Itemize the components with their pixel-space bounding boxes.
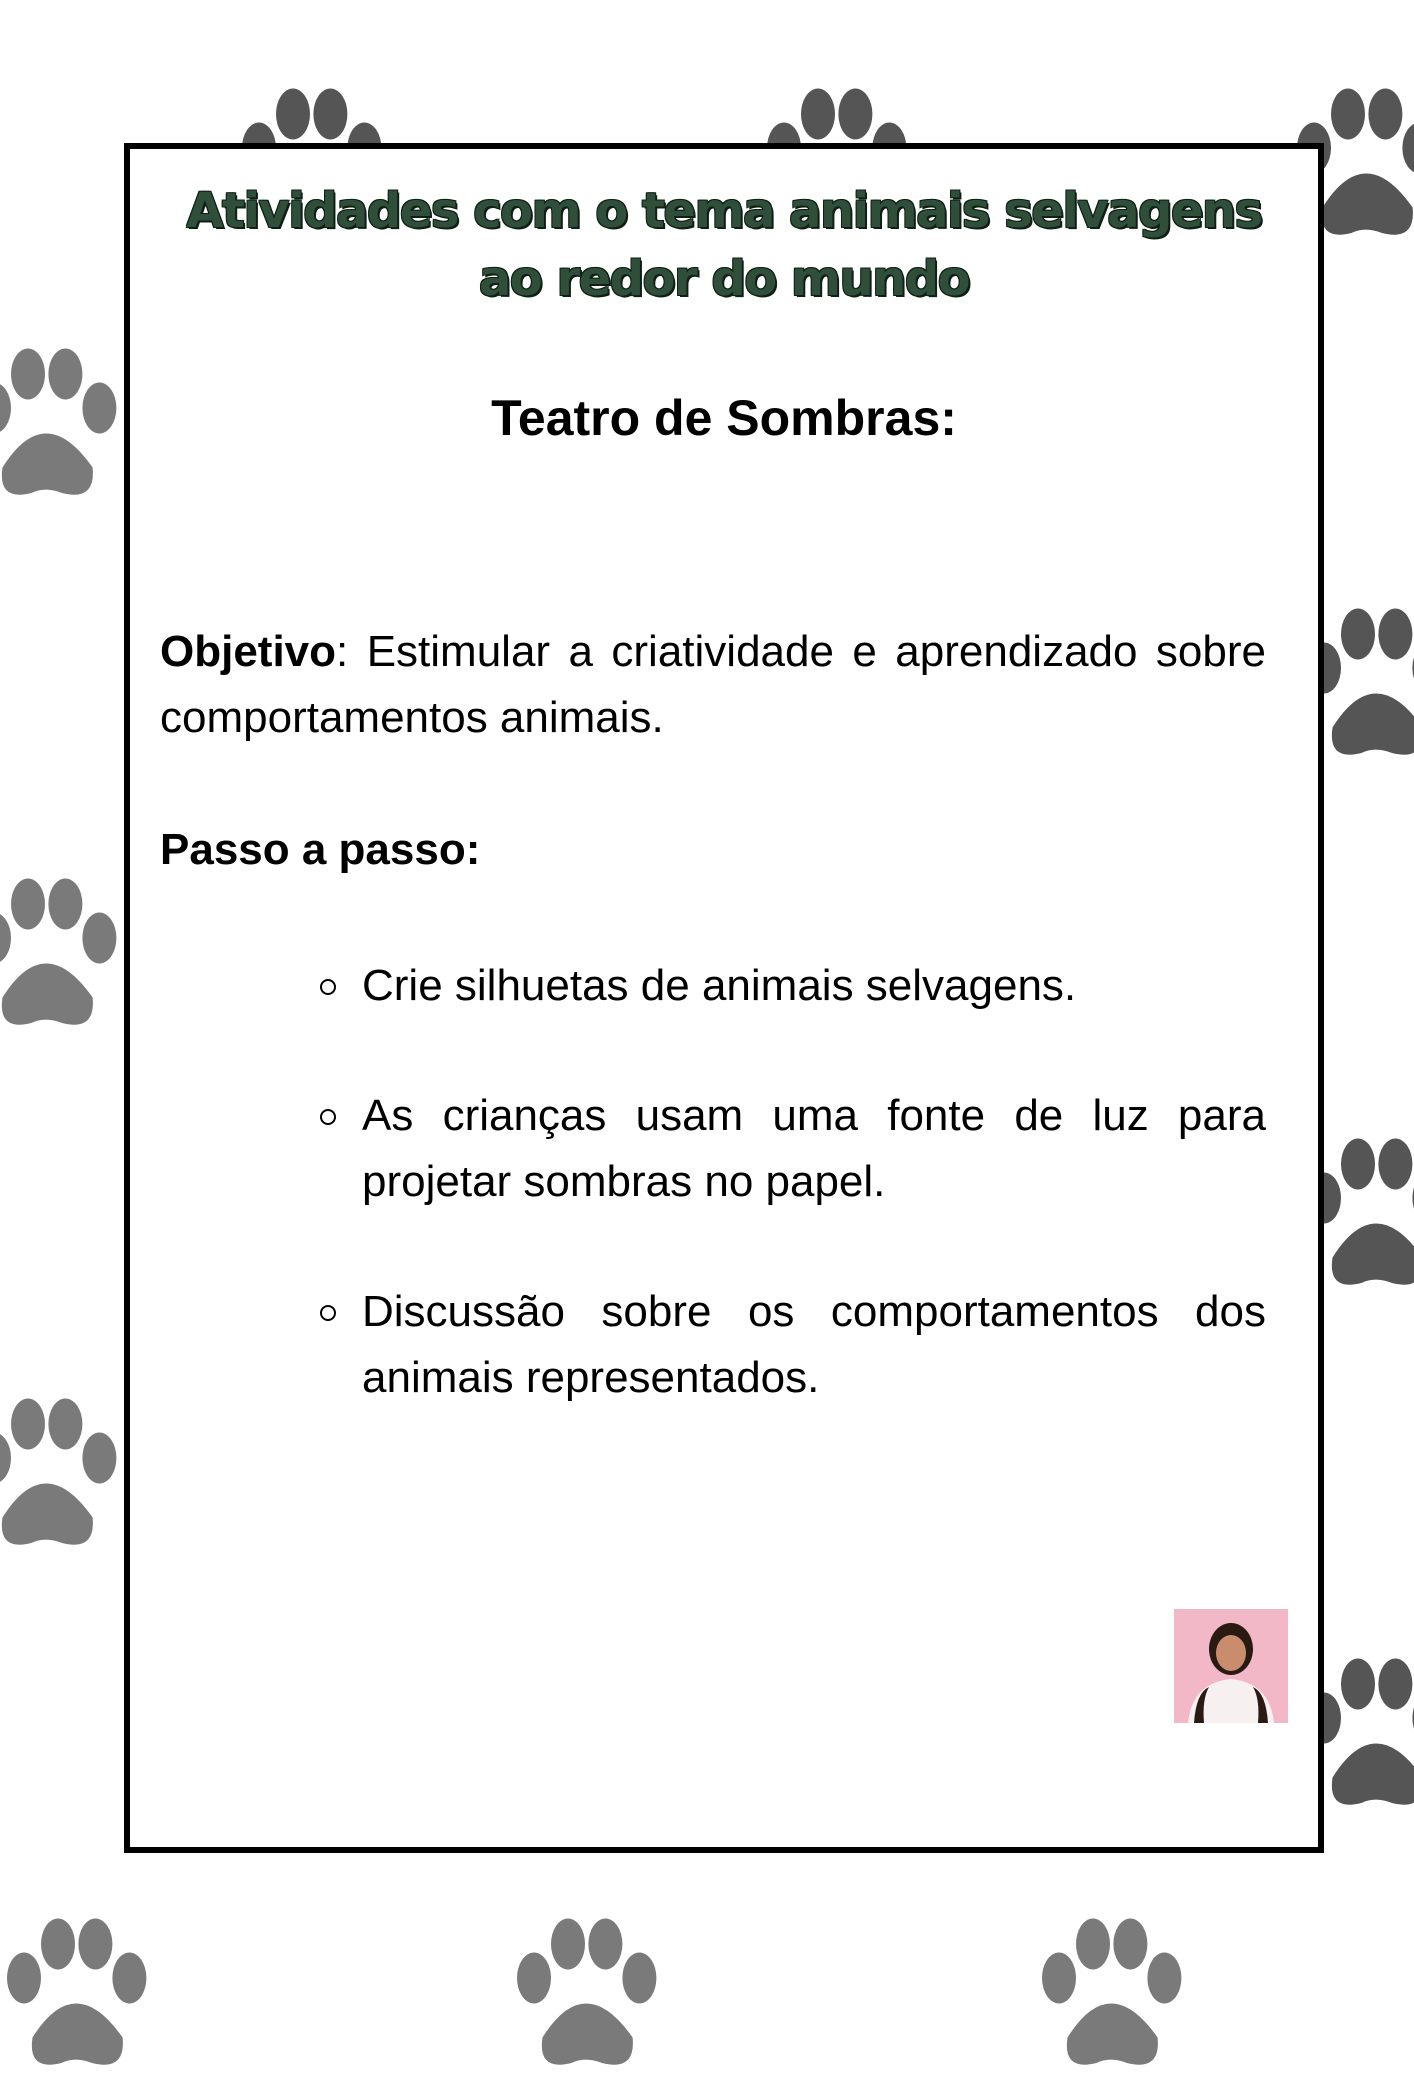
paw-print-icon <box>500 1910 670 2080</box>
steps-heading: Passo a passo: <box>160 825 481 874</box>
paw-print-icon <box>0 340 130 510</box>
page-title-line-1: Atividades com o tema animais selvagens <box>186 183 1262 239</box>
step-text: Discussão sobre os comportamentos dos animais representados. <box>362 1287 1266 1402</box>
author-portrait-icon <box>1174 1609 1288 1723</box>
page-title <box>130 177 1318 313</box>
activity-title: Teatro de Sombras: <box>491 390 957 446</box>
steps-list <box>320 953 1266 1475</box>
paw-print-icon <box>0 1390 130 1560</box>
paw-print-icon <box>0 870 130 1040</box>
objective-text: : Estimular a criatividade e aprendizado sobre comportamentos animais. <box>160 627 1266 742</box>
step-text: Crie silhuetas de animais selvagens. <box>362 961 1077 1010</box>
circle-bullet-icon <box>320 1109 336 1125</box>
objective-paragraph <box>160 619 1266 751</box>
page-title-line-2: ao redor do mundo <box>478 251 970 307</box>
paw-print-icon <box>0 1910 160 2080</box>
step-text: As crianças usam uma fonte de luz para projetar sombras no papel. <box>362 1091 1266 1206</box>
list-item <box>320 1279 1266 1411</box>
list-item <box>320 1083 1266 1215</box>
paw-print-icon <box>1025 1910 1195 2080</box>
author-photo <box>1174 1609 1288 1723</box>
objective-label: Objetivo <box>160 627 337 676</box>
list-item <box>320 953 1266 1019</box>
content-frame <box>124 143 1324 1853</box>
circle-bullet-icon <box>320 979 336 995</box>
circle-bullet-icon <box>320 1305 336 1321</box>
